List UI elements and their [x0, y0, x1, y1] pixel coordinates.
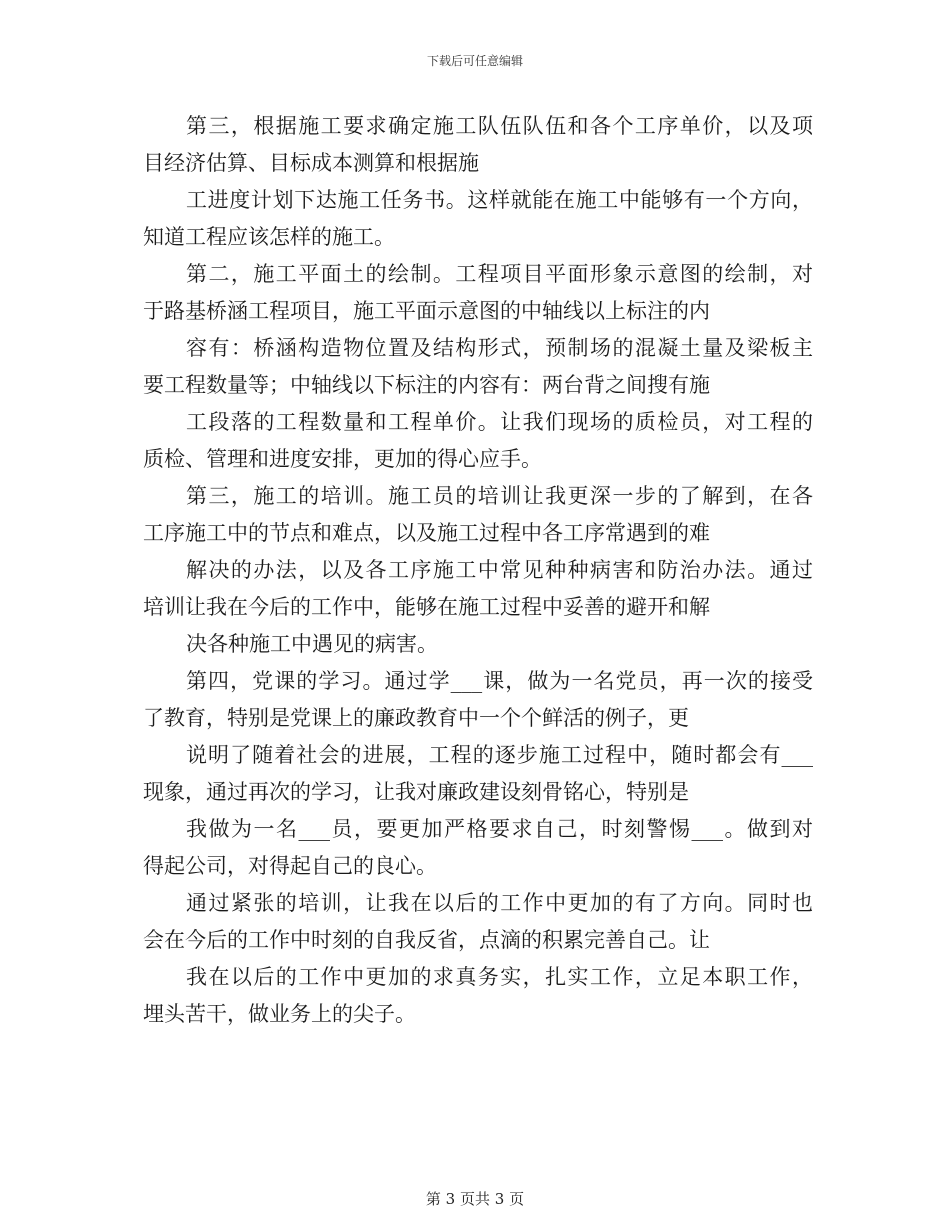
body-line: 容有：桥涵构造物位置及结构形式，预制场的混凝土量及梁板主	[186, 336, 813, 360]
body-line: 现象，通过再次的学习，让我对廉政建设刻骨铭心，特别是	[143, 780, 689, 804]
body-line: 说明了随着社会的进展，工程的逐步施工过程中，随时都会有___	[186, 743, 813, 767]
body-line: 培训让我在今后的工作中，能够在施工过程中妥善的避开和解	[143, 595, 710, 619]
body-line: 第二，施工平面土的绘制。工程项目平面形象示意图的绘制，对	[186, 262, 813, 286]
body-line: 我做为一名___员，要更加严格要求自己，时刻警惕___。做到对	[186, 817, 813, 841]
body-line: 得起公司，对得起自己的良心。	[143, 854, 437, 878]
body-line: 工进度计划下达施工任务书。这样就能在施工中能够有一个方向，	[186, 188, 813, 212]
body-line: 要工程数量等；中轴线以下标注的内容有：两台背之间搜有施	[143, 373, 710, 397]
body-line: 了教育，特别是党课上的廉政教育中一个个鲜活的例子，更	[143, 706, 689, 730]
body-line: 解决的办法，以及各工序施工中常见种种病害和防治办法。通过	[186, 558, 813, 582]
body-line: 第三，施工的培训。施工员的培训让我更深一步的了解到，在各	[186, 484, 813, 508]
body-line: 决各种施工中遇见的病害。	[186, 632, 438, 656]
body-line: 埋头苦干，做业务上的尖子。	[143, 1002, 416, 1026]
body-line: 第三，根据施工要求确定施工队伍队伍和各个工序单价，以及项	[186, 114, 813, 138]
body-line: 目经济估算、目标成本测算和根据施	[143, 151, 479, 175]
body-line: 工序施工中的节点和难点，以及施工过程中各工序常遇到的难	[143, 521, 710, 545]
body-line: 质检、管理和进度安排，更加的得心应手。	[143, 447, 542, 471]
body-line: 第四，党课的学习。通过学___课，做为一名党员，再一次的接受	[186, 669, 813, 693]
page-header: 下载后可任意编辑	[426, 54, 523, 68]
body-line: 通过紧张的培训，让我在以后的工作中更加的有了方向。同时也	[186, 891, 813, 915]
body-line: 会在今后的工作中时刻的自我反省，点滴的积累完善自己。让	[143, 928, 710, 952]
body-line: 我在以后的工作中更加的求真务实，扎实工作，立足本职工作，	[186, 965, 813, 989]
page-footer: 第 3 页共 3 页	[425, 1190, 525, 1208]
body-line: 工段落的工程数量和工程单价。让我们现场的质检员，对工程的	[186, 410, 813, 434]
body-line: 知道工程应该怎样的施工。	[143, 225, 395, 249]
body-line: 于路基桥涵工程项目，施工平面示意图的中轴线以上标注的内	[143, 299, 710, 323]
